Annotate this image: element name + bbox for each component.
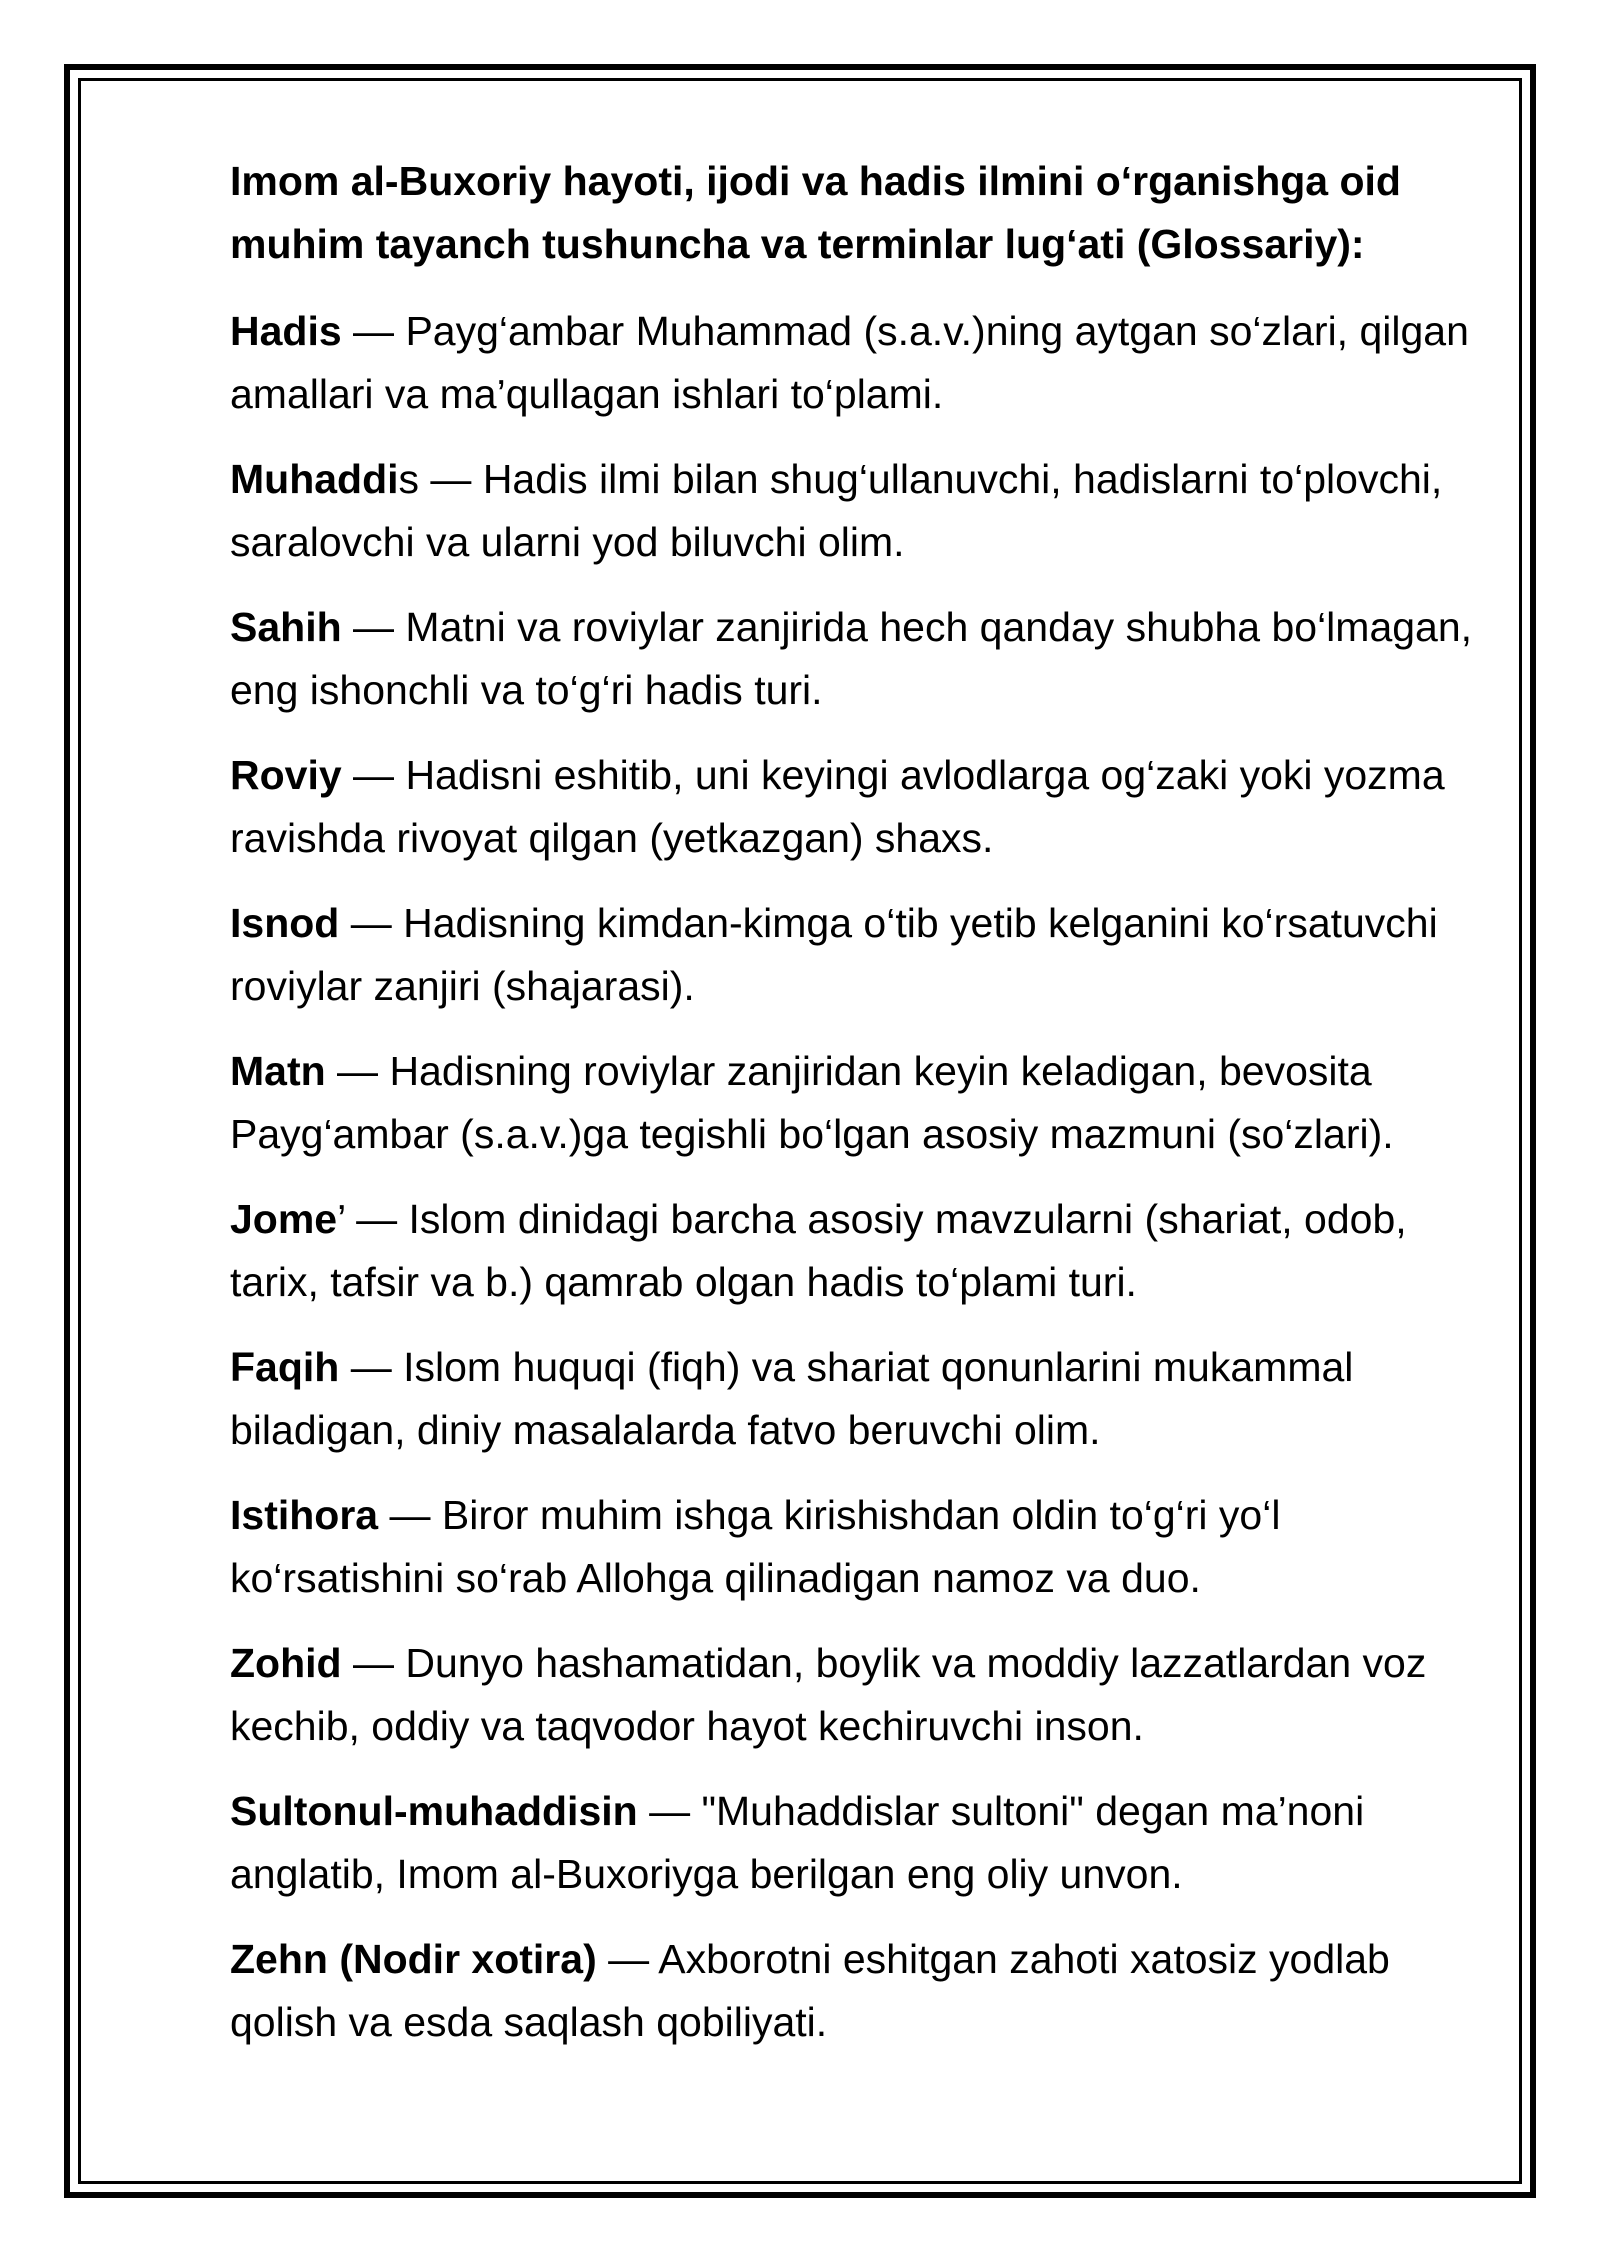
glossary-entry-zohid	[230, 1632, 1490, 1758]
glossary-content	[230, 150, 1490, 2076]
term-label: Sultonul-muhaddisin	[230, 1788, 638, 1834]
term-definition: — Biror muhim ishga kirishishdan oldin to‘g‘ri yo‘l ko‘rsatishini so‘rab Allohga qilinadigan namoz va duo.	[230, 1492, 1281, 1601]
glossary-entry-sultonul-muhaddisin	[230, 1780, 1490, 1906]
term-definition: — "Muhaddislar sultoni" degan ma’noni anglatib, Imom al-Buxoriyga berilgan eng oliy unvon.	[230, 1788, 1365, 1897]
term-label: Zohid	[230, 1640, 342, 1686]
glossary-entry-hadis	[230, 300, 1490, 426]
glossary-entry-faqih	[230, 1336, 1490, 1462]
term-definition: — Hadisning roviylar zanjiridan keyin keladigan, bevosita Payg‘ambar (s.a.v.)ga tegishli bo‘lgan asosiy mazmuni (so‘zlari).	[230, 1048, 1394, 1157]
glossary-entry-jome	[230, 1188, 1490, 1314]
term-label: Isnod	[230, 900, 340, 946]
term-definition: — Hadisni eshitib, uni keyingi avlodlarga og‘zaki yoki yozma ravishda rivoyat qilgan (yetkazgan) shaxs.	[230, 752, 1445, 861]
term-definition: — Matni va roviylar zanjirida hech qanday shubha bo‘lmagan, eng ishonchli va to‘g‘ri hadis turi.	[230, 604, 1473, 713]
glossary-entry-roviy	[230, 744, 1490, 870]
term-label: Matn	[230, 1048, 326, 1094]
term-definition: — Axborotni eshitgan zahoti xatosiz yodlab qolish va esda saqlash qobiliyati.	[230, 1936, 1390, 2045]
glossary-entry-sahih	[230, 596, 1490, 722]
term-suffix: s	[398, 456, 420, 502]
term-definition: — Dunyo hashamatidan, boylik va moddiy lazzatlardan voz kechib, oddiy va taqvodor hayot kechiruvchi inson.	[230, 1640, 1427, 1749]
term-definition: — Hadisning kimdan-kimga o‘tib yetib kelganini ko‘rsatuvchi roviylar zanjiri (shajarasi).	[230, 900, 1438, 1009]
glossary-entry-istihora	[230, 1484, 1490, 1610]
glossary-title: Imom al-Buxoriy hayoti, ijodi va hadis ilmini o‘rganishga oid muhim tayanch tushuncha va terminlar lug‘ati (Glossariy):	[230, 158, 1401, 267]
term-definition: — Hadis ilmi bilan shug‘ullanuvchi, hadislarni to‘plovchi, saralovchi va ularni yod biluvchi olim.	[230, 456, 1443, 565]
term-label: Muhaddi	[230, 456, 399, 502]
glossary-entry-muhaddis	[230, 448, 1490, 574]
term-label: Sahih	[230, 604, 342, 650]
term-definition: — Payg‘ambar Muhammad (s.a.v.)ning aytgan so‘zlari, qilgan amallari va ma’qullagan ishlari to‘plami.	[230, 308, 1469, 417]
term-suffix: ’	[337, 1196, 345, 1242]
term-definition: — Islom dinidagi barcha asosiy mavzularni (shariat, odob, tarix, tafsir va b.) qamrab olgan hadis to‘plami turi.	[230, 1196, 1407, 1305]
term-label: Zehn (Nodir xotira)	[230, 1936, 597, 1982]
glossary-entry-matn	[230, 1040, 1490, 1166]
term-label: Jome	[230, 1196, 338, 1242]
term-label: Faqih	[230, 1344, 340, 1390]
glossary-entry-isnod	[230, 892, 1490, 1018]
term-label: Hadis	[230, 308, 342, 354]
term-definition: — Islom huquqi (fiqh) va shariat qonunlarini mukammal biladigan, diniy masalalarda fatvo beruvchi olim.	[230, 1344, 1354, 1453]
glossary-entry-zehn	[230, 1928, 1490, 2054]
term-label: Roviy	[230, 752, 342, 798]
term-label: Istihora	[230, 1492, 379, 1538]
